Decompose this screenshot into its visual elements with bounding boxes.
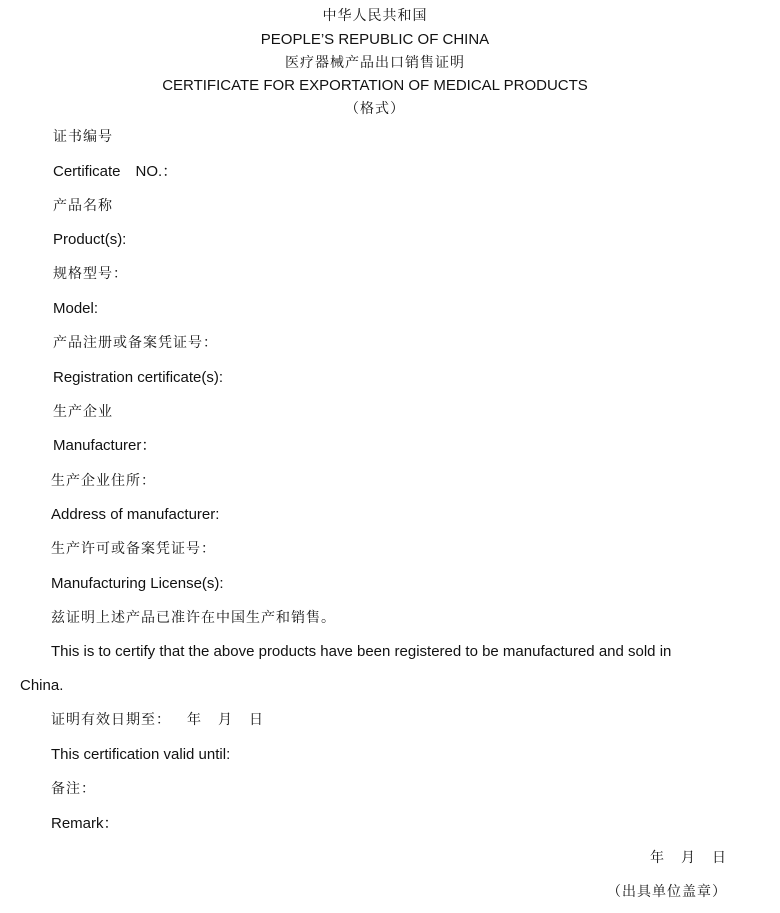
certificate-number-label-en: Certificate NO.：: [53, 163, 178, 180]
validity-day: 日: [249, 712, 264, 728]
registration-label-cn: 产品注册或备案凭证号：: [53, 335, 218, 351]
statement-cn: 兹证明上述产品已准许在中国生产和销售。: [51, 610, 336, 626]
remark-label-cn: 备注：: [51, 781, 96, 797]
validity-year: 年: [187, 712, 202, 728]
manufacturer-address-label-en: Address of manufacturer:: [51, 506, 220, 523]
manufacturer-label-cn: 生产企业: [53, 404, 113, 420]
issue-day: 日: [712, 850, 727, 866]
issue-year: 年: [650, 850, 665, 866]
manufacturer-label-en: Manufacturer：: [53, 437, 157, 454]
statement-en-line-1: This is to certify that the above products have been registered to be manufactured and sold in: [51, 643, 672, 660]
certificate-number-label-cn: 证书编号: [53, 129, 113, 145]
remark-label-en: Remark：: [51, 815, 119, 832]
product-name-label-en: Product(s):: [53, 231, 127, 248]
certificate-title-cn: 医疗器械产品出口销售证明: [285, 55, 465, 71]
validity-label-cn: 证明有效日期至：: [51, 712, 171, 728]
issuer-seal-note: （出具单位盖章）: [607, 884, 727, 900]
model-label-cn: 规格型号：: [53, 266, 128, 282]
license-label-cn: 生产许可或备案凭证号：: [51, 541, 216, 557]
country-title-cn: 中华人民共和国: [322, 8, 428, 24]
validity-label-en: This certification valid until:: [51, 746, 231, 763]
validity-month: 月: [218, 712, 233, 728]
product-name-label-cn: 产品名称: [53, 198, 113, 214]
certificate-title-en: CERTIFICATE FOR EXPORTATION OF MEDICAL PRODUCTS: [162, 77, 588, 94]
registration-label-en: Registration certificate(s):: [53, 369, 224, 386]
manufacturer-address-label-cn: 生产企业住所：: [51, 473, 156, 489]
issue-date: [650, 848, 727, 868]
statement-en-line-2: China.: [20, 677, 64, 694]
validity-date-cn: [51, 710, 264, 730]
license-label-en: Manufacturing License(s):: [51, 575, 224, 592]
country-title-en: PEOPLE’S REPUBLIC OF CHINA: [260, 31, 490, 48]
model-label-en: Model:: [53, 300, 99, 317]
format-note: （格式）: [345, 101, 405, 117]
issue-month: 月: [681, 850, 696, 866]
